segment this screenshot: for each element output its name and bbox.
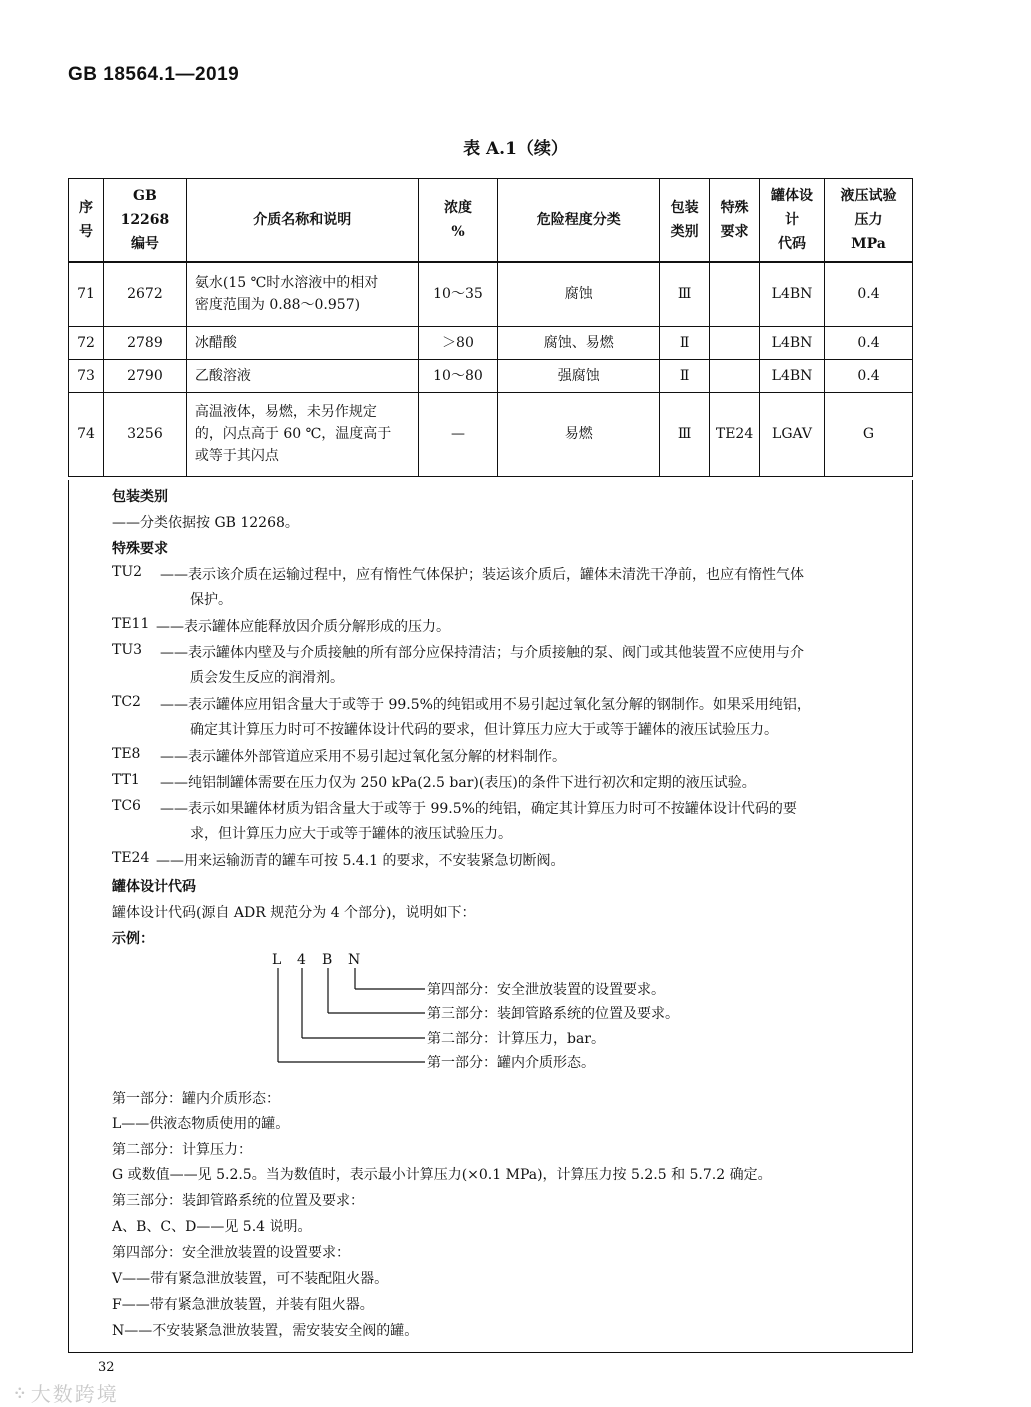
cell-hazard: 腐蚀、易燃 [498,326,660,359]
cell-concentration: ＞80 [418,326,498,359]
cell-concentration: — [418,392,498,476]
cell-pressure: 0.4 [825,359,913,392]
substance-table [68,178,913,477]
cell-special [710,359,760,392]
cell-packing: Ⅱ [660,359,710,392]
cell-special [710,262,760,326]
example-part: 第二部分：计算压力，bar。 [427,1031,606,1047]
standard-code: GB 18564.1—2019 [68,64,240,85]
cell-hazard: 易燃 [498,392,660,476]
cell-tank-code: L4BN [760,359,825,392]
cell-tank-code: LGAV [760,392,825,476]
table-row [69,326,913,359]
table-header-row [69,179,913,263]
special-desc: ——表示如果罐体材质为铝含量大于或等于 99.5%的纯铝，确定其计算压力时可不按罐体设计代码的要 [160,801,797,817]
part-line: 第一部分：罐内介质形态： [112,1091,280,1107]
special-desc: ——用来运输沥青的罐车可按 5.4.1 的要求，不安装紧急切断阀。 [156,853,565,869]
cell-special [710,326,760,359]
special-desc: ——表示罐体外部管道应采用不易引起过氧化氢分解的材料制作。 [160,749,566,765]
cell-special: TE24 [710,392,760,476]
example-letter: L [272,952,282,968]
cell-pressure: G [825,392,913,476]
part-line: N——不安装紧急泄放装置，需安装安全阀的罐。 [112,1323,419,1339]
header-name: 介质名称和说明 [186,179,418,263]
special-desc: ——表示罐体应能释放因介质分解形成的压力。 [156,619,450,635]
cell-concentration: 10～35 [418,262,498,326]
header-gb: GB 12268 编号 [103,179,186,263]
header-seq: 序 号 [69,179,104,263]
special-code: TT1 [112,772,140,788]
cell-packing: Ⅲ [660,392,710,476]
part-line: G 或数值——见 5.2.5。当为数值时，表示最小计算压力(×0.1 MPa)，计算压力按 5.2.5 和 5.7.2 确定。 [112,1167,772,1183]
example-part: 第四部分：安全泄放装置的设置要求。 [427,982,665,998]
example-part: 第一部分：罐内介质形态。 [427,1055,595,1071]
special-desc: ——表示该介质在运输过程中，应有惰性气体保护；装运该介质后，罐体未清洗干净前，也应有惰性气体 [160,567,804,583]
table-row [69,359,913,392]
table-row [69,262,913,326]
tank-code-heading: 罐体设计代码 [112,879,196,895]
special-code: TE11 [112,616,150,632]
header-tank-code: 罐体设计 代码 [760,179,825,263]
special-code: TC2 [112,694,141,710]
header-packing: 包装 类别 [660,179,710,263]
cell-gb: 2789 [103,326,186,359]
part-line: 第二部分：计算压力： [112,1142,252,1158]
table-row [69,392,913,476]
table-title: 表 A.1（续） [463,139,568,159]
special-code: TU3 [112,642,143,658]
cell-seq: 73 [69,359,104,392]
cell-seq: 74 [69,392,104,476]
special-code: TC6 [112,798,141,814]
special-code: TE8 [112,746,141,762]
cell-pressure: 0.4 [825,262,913,326]
special-desc-cont: 保护。 [190,592,232,608]
cell-seq: 72 [69,326,104,359]
special-desc: ——表示罐体应用铝含量大于或等于 99.5%的纯铝或用不易引起过氧化氢分解的钢制作。如果采用纯铝， [160,697,811,713]
cell-name: 冰醋酸 [186,326,418,359]
cell-tank-code: L4BN [760,262,825,326]
header-special: 特殊 要求 [710,179,760,263]
special-heading: 特殊要求 [112,541,168,557]
watermark-icon: ᠅ [10,1382,31,1406]
example-letter: B [322,952,333,968]
example-letter: N [348,952,361,968]
cell-name: 高温液体，易燃，未另作规定 的，闪点高于 60 ℃，温度高于 或等于其闪点 [186,392,418,476]
special-desc: ——表示罐体内壁及与介质接触的所有部分应保持清洁；与介质接触的泵、阀门或其他装置不应使用与介 [160,645,804,661]
packing-text: ——分类依据按 GB 12268。 [112,515,299,531]
page-number: 32 [98,1360,115,1375]
cell-concentration: 10～80 [418,359,498,392]
cell-packing: Ⅲ [660,262,710,326]
example-letter: 4 [297,952,306,968]
cell-name: 乙酸溶液 [186,359,418,392]
special-code: TU2 [112,564,143,580]
example-label: 示例： [112,931,154,947]
special-code: TE24 [112,850,150,866]
tank-code-intro: 罐体设计代码(源自 ADR 规范分为 4 个部分)，说明如下： [112,905,476,921]
cell-gb: 2672 [103,262,186,326]
cell-hazard: 腐蚀 [498,262,660,326]
special-desc: ——纯铝制罐体需要在压力仅为 250 kPa(2.5 bar)(表压)的条件下进行初次和定期的液压试验。 [160,775,756,791]
watermark: ᠅ 大数跨境 [10,1382,119,1406]
header-concentration: 浓度 % [418,179,498,263]
cell-pressure: 0.4 [825,326,913,359]
cell-seq: 71 [69,262,104,326]
part-line: F——带有紧急泄放装置，并装有阻火器。 [112,1297,374,1313]
packing-heading: 包装类别 [112,489,168,505]
cell-tank-code: L4BN [760,326,825,359]
cell-hazard: 强腐蚀 [498,359,660,392]
part-line: 第四部分：安全泄放装置的设置要求： [112,1245,350,1261]
example-part: 第三部分：装卸管路系统的位置及要求。 [427,1006,679,1022]
special-desc-cont: 质会发生反应的润滑剂。 [190,670,344,686]
part-line: 第三部分：装卸管路系统的位置及要求： [112,1193,364,1209]
cell-packing: Ⅱ [660,326,710,359]
special-desc-cont: 确定其计算压力时可不按罐体设计代码的要求，但计算压力应大于或等于罐体的液压试验压力。 [190,722,778,738]
header-hazard: 危险程度分类 [498,179,660,263]
special-desc-cont: 求，但计算压力应大于或等于罐体的液压试验压力。 [190,826,512,842]
part-line: L——供液态物质使用的罐。 [112,1116,290,1132]
header-pressure: 液压试验 压力 MPa [825,179,913,263]
cell-gb: 2790 [103,359,186,392]
part-line: V——带有紧急泄放装置，可不装配阻火器。 [112,1271,389,1287]
part-line: A、B、C、D——见 5.4 说明。 [112,1219,312,1235]
cell-name: 氨水(15 ℃时水溶液中的相对 密度范围为 0.88～0.957) [186,262,418,326]
cell-gb: 3256 [103,392,186,476]
